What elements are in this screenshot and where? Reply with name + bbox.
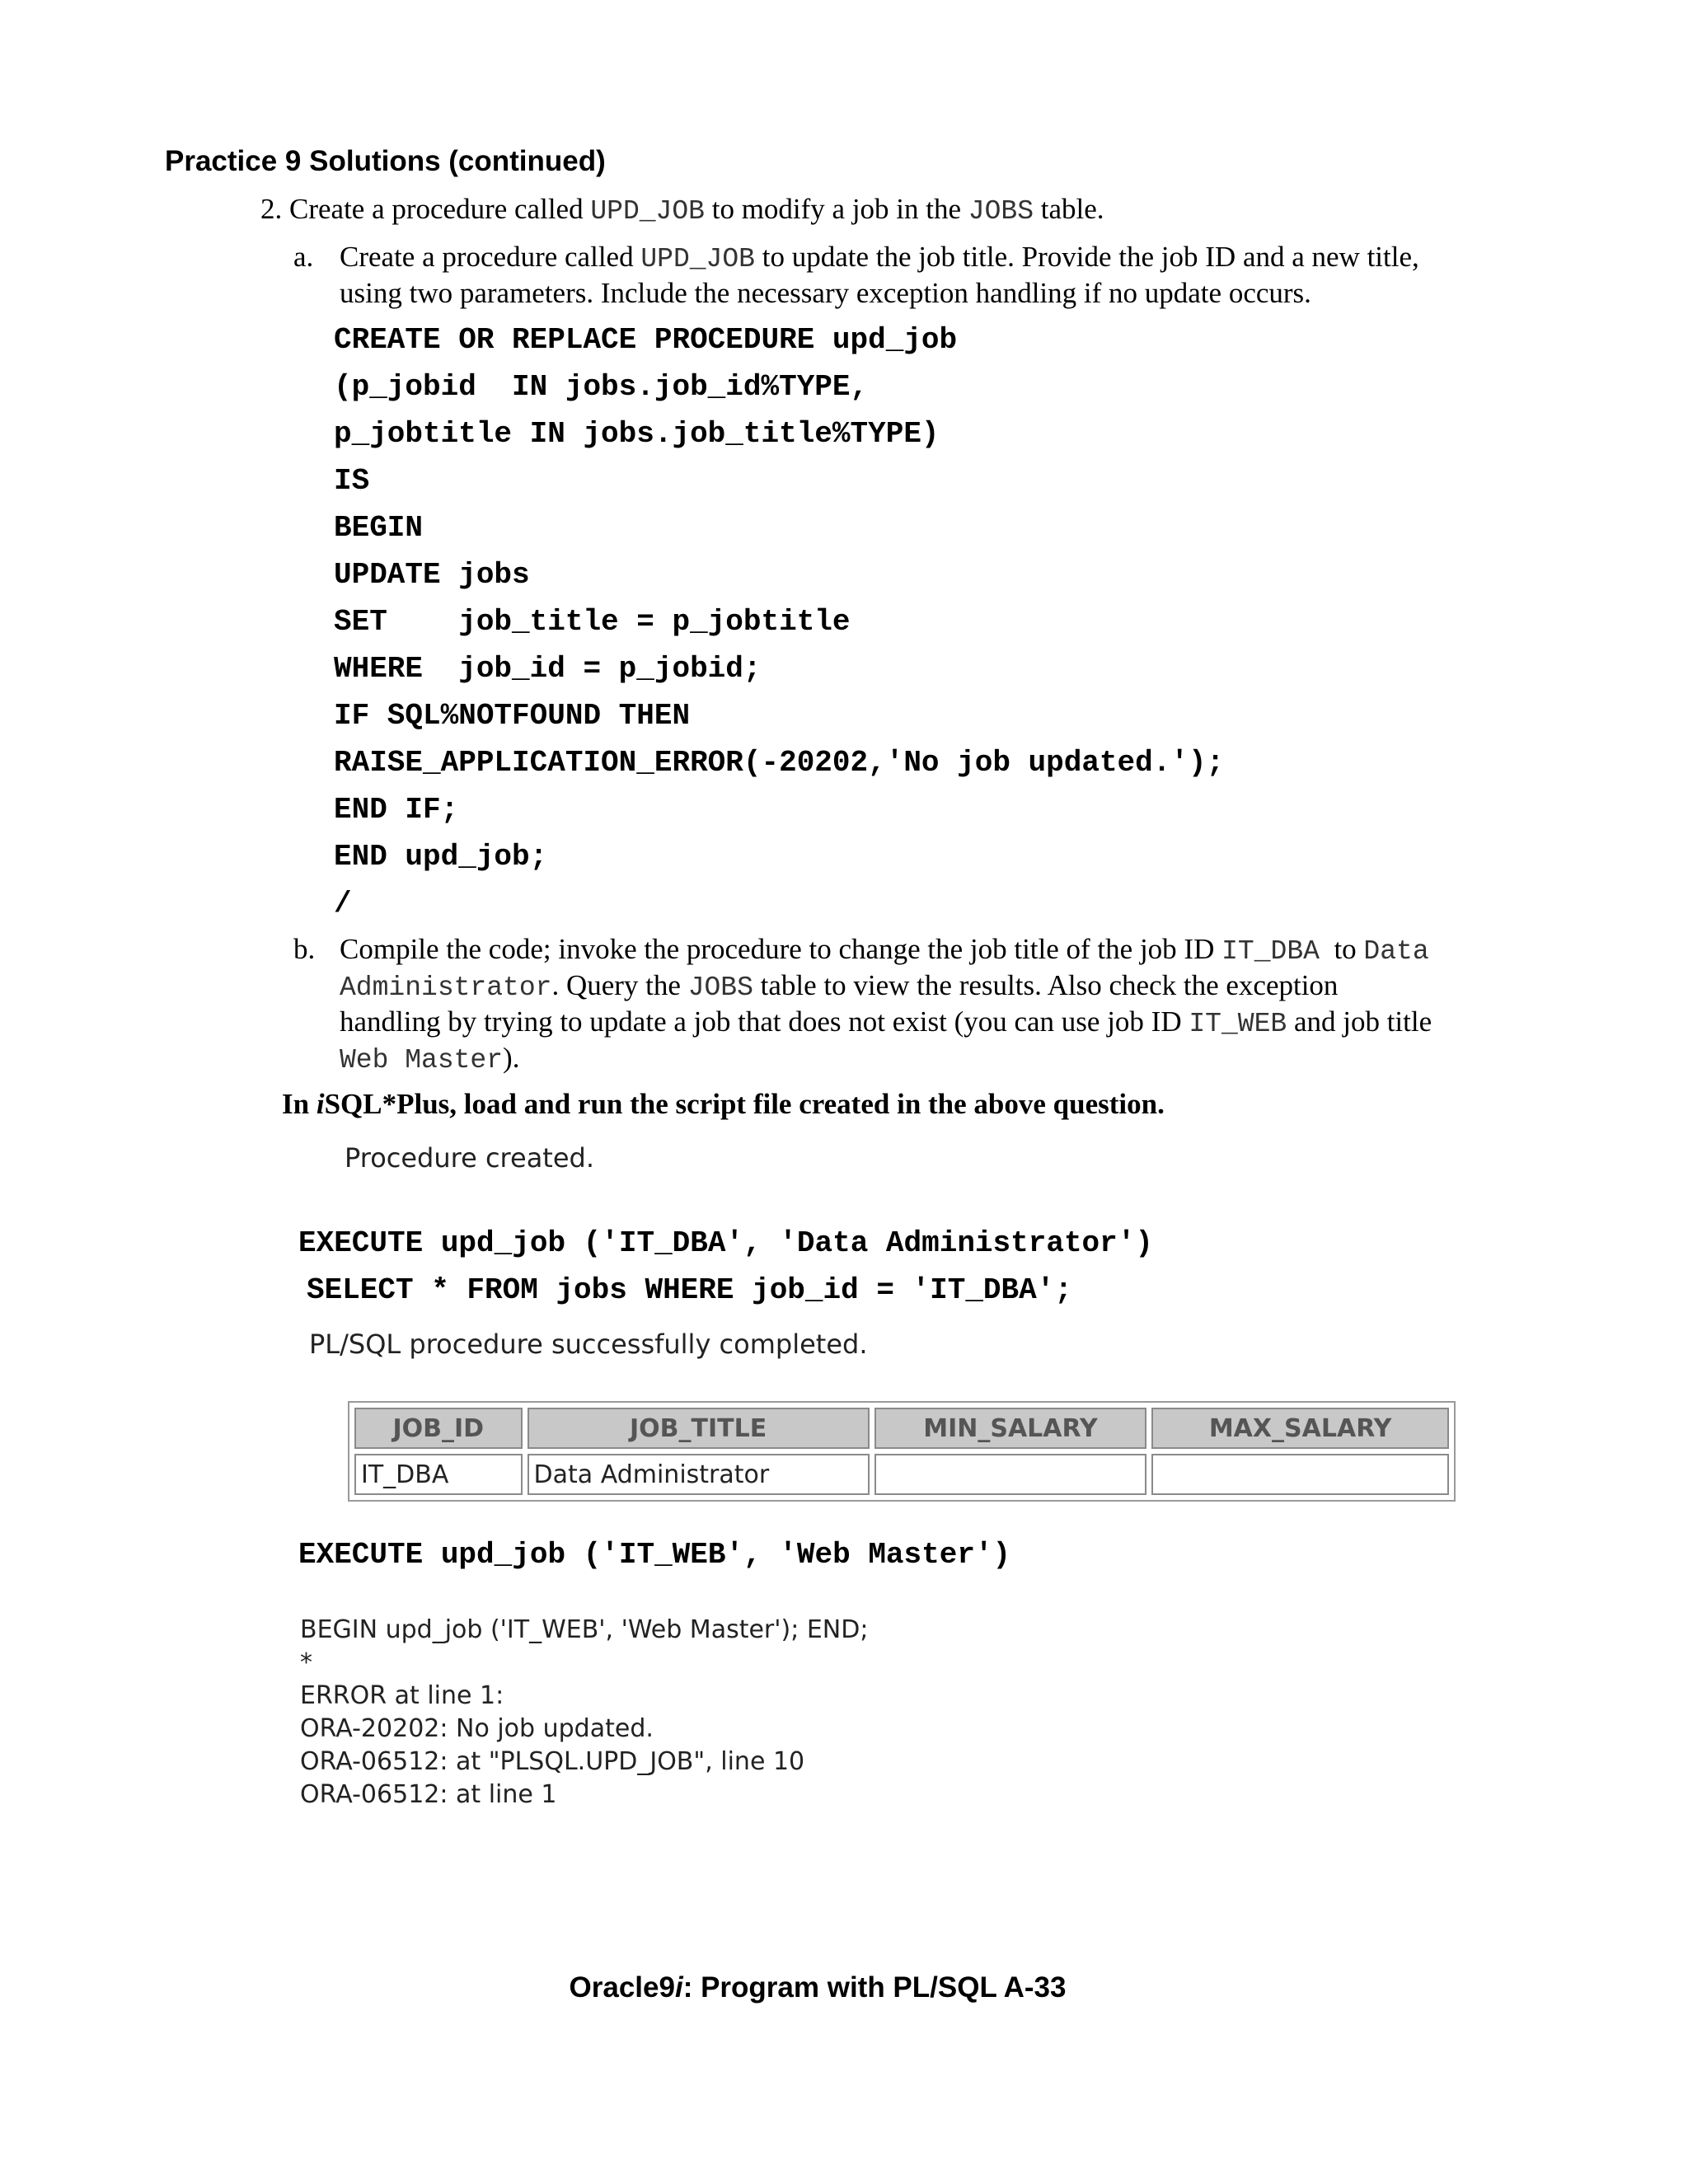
code-line: p_jobtitle IN jobs.job_title%TYPE) [334, 417, 940, 451]
item-b-code: IT_WEB [1189, 1009, 1287, 1039]
instruction-italic: i [316, 1088, 325, 1120]
select-statement: SELECT * FROM jobs WHERE job_id = 'IT_DBA'; [307, 1273, 1072, 1307]
item-b-code: IT_DBA [1221, 936, 1320, 967]
item-b-line-1 [340, 931, 1429, 970]
item-b-text: to [1319, 933, 1364, 965]
execute-statement-2: EXECUTE upd_job ('IT_WEB', 'Web Master') [298, 1538, 1011, 1572]
code-block [334, 323, 1224, 934]
footer-text: Oracle9 [569, 1971, 675, 2004]
code-line: (p_jobid IN jobs.job_id%TYPE, [334, 370, 869, 404]
instruction-text: In [282, 1088, 316, 1120]
code-line: IS [334, 464, 370, 498]
code-line: END upd_job; [334, 840, 548, 874]
item-b-line-3 [340, 1004, 1432, 1043]
error-line: ORA-06512: at "PLSQL.UPD_JOB", line 10 [300, 1747, 805, 1776]
code-line: END IF; [334, 793, 459, 827]
error-line: ERROR at line 1: [300, 1681, 504, 1710]
isqlplus-instruction [282, 1086, 1165, 1122]
item-b-text: handling by trying to update a job that does not exist (you can use job ID [340, 1005, 1189, 1038]
item-a-line-1 [340, 239, 1419, 278]
q2-text: table. [1034, 193, 1104, 225]
code-line: CREATE OR REPLACE PROCEDURE upd_job [334, 323, 958, 357]
execute-statement-1: EXECUTE upd_job ('IT_DBA', 'Data Administrator') [298, 1226, 1153, 1260]
code-line: SET job_title = p_jobtitle [334, 605, 851, 639]
item-b-marker: b. [293, 933, 316, 965]
item-b-text: Compile the code; invoke the procedure to change the job title of the job ID [340, 933, 1222, 965]
column-header: MAX_SALARY [1151, 1408, 1449, 1449]
q2-text: 2. Create a procedure called [260, 193, 591, 225]
code-line: RAISE_APPLICATION_ERROR(-20202,'No job updated.'); [334, 746, 1225, 780]
error-line: ORA-20202: No job updated. [300, 1714, 654, 1743]
item-b-code: Data [1363, 936, 1429, 967]
page-footer [0, 1971, 1635, 2004]
instruction-text: SQL*Plus, load and run the script file created in the above question. [324, 1088, 1165, 1120]
item-b-code: JOBS [687, 972, 753, 1003]
table-cell: Data Administrator [528, 1454, 870, 1495]
item-b-text: ). [503, 1042, 520, 1074]
table-row [354, 1454, 1449, 1495]
item-a-code: UPD_JOB [640, 244, 755, 274]
footer-text: : Program with PL/SQL A-33 [682, 1971, 1067, 2004]
column-header: JOB_TITLE [528, 1408, 870, 1449]
query-result-table [348, 1401, 1456, 1502]
error-line: ORA-06512: at line 1 [300, 1780, 557, 1809]
item-a-text: to update the job title. Provide the job ID and a new title, [754, 241, 1419, 273]
table-header-row [354, 1408, 1449, 1449]
table-cell: IT_DBA [354, 1454, 523, 1495]
q2-code-table: JOBS [968, 196, 1034, 227]
column-header: JOB_ID [354, 1408, 523, 1449]
code-line: BEGIN [334, 511, 424, 545]
error-line: BEGIN upd_job ('IT_WEB', 'Web Master'); END; [300, 1615, 869, 1644]
item-a-line-2: using two parameters. Include the necessary exception handling if no update occurs. [340, 277, 1311, 309]
column-header: MIN_SALARY [874, 1408, 1147, 1449]
item-b-text: table to view the results. Also check the exception [753, 969, 1339, 1001]
q2-code-procname: UPD_JOB [590, 196, 705, 227]
item-b-line-2 [340, 968, 1338, 1006]
item-b-text: . Query the [551, 969, 688, 1001]
item-b-text: and job title [1287, 1005, 1432, 1038]
output-procedure-created: Procedure created. [345, 1142, 595, 1174]
item-b-code: Administrator [340, 972, 552, 1003]
item-a-marker: a. [293, 241, 314, 273]
error-line: * [300, 1648, 312, 1677]
output-plsql-completed: PL/SQL procedure successfully completed. [309, 1329, 868, 1360]
error-output [300, 1614, 868, 1811]
page-heading: Practice 9 Solutions (continued) [165, 145, 606, 177]
footer-italic: i [674, 1971, 683, 2004]
item-b-code: Web Master [340, 1045, 504, 1076]
item-a-text: Create a procedure called [340, 241, 641, 273]
code-line: WHERE job_id = p_jobid; [334, 652, 762, 686]
code-line: IF SQL%NOTFOUND THEN [334, 699, 691, 733]
item-b-line-4 [340, 1040, 519, 1079]
code-line: UPDATE jobs [334, 558, 530, 592]
table-cell [1151, 1454, 1449, 1495]
code-line: / [334, 887, 352, 921]
q2-text: to modify a job in the [704, 193, 968, 225]
table-cell [874, 1454, 1147, 1495]
question-2 [260, 191, 1104, 230]
